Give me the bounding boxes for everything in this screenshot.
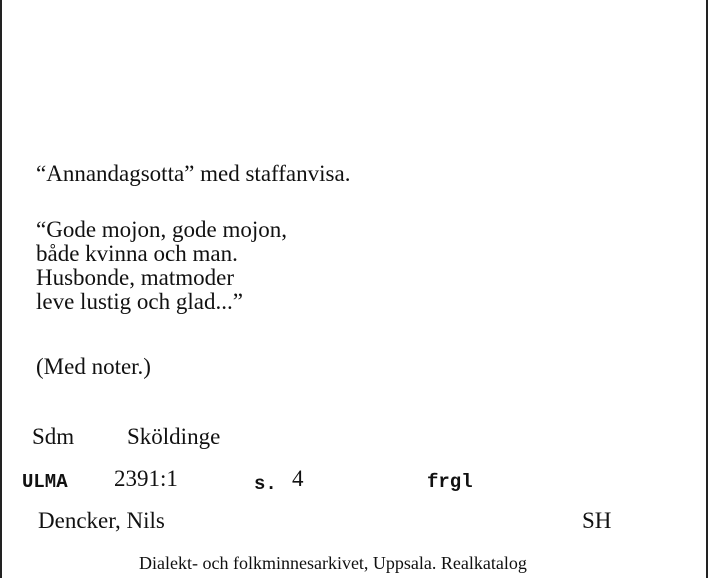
record-number: 2391:1 <box>114 466 178 491</box>
verse-line-2: både kvinna och man. <box>36 241 238 266</box>
collector-name: Dencker, Nils <box>38 508 165 533</box>
verse-line-4: leve lustig och glad...” <box>36 289 243 314</box>
card-footer: Dialekt- och folkminnesarkivet, Uppsala. Realkatalog <box>139 553 527 573</box>
page-label: s. <box>254 473 277 495</box>
category-code: frgl <box>427 471 473 493</box>
verse-line-3: Husbonde, matmoder <box>36 265 235 290</box>
verse-line-1: “Gode mojon, gode mojon, <box>36 217 288 242</box>
page-number: 4 <box>292 466 304 491</box>
card-note: (Med noter.) <box>36 354 151 379</box>
recorder-initials: SH <box>582 508 612 533</box>
parish-name: Sköldinge <box>127 424 221 449</box>
province-code: Sdm <box>32 424 75 449</box>
archive-code: ULMA <box>22 471 68 493</box>
card-heading: “Annandagsotta” med staffanvisa. <box>36 161 351 186</box>
